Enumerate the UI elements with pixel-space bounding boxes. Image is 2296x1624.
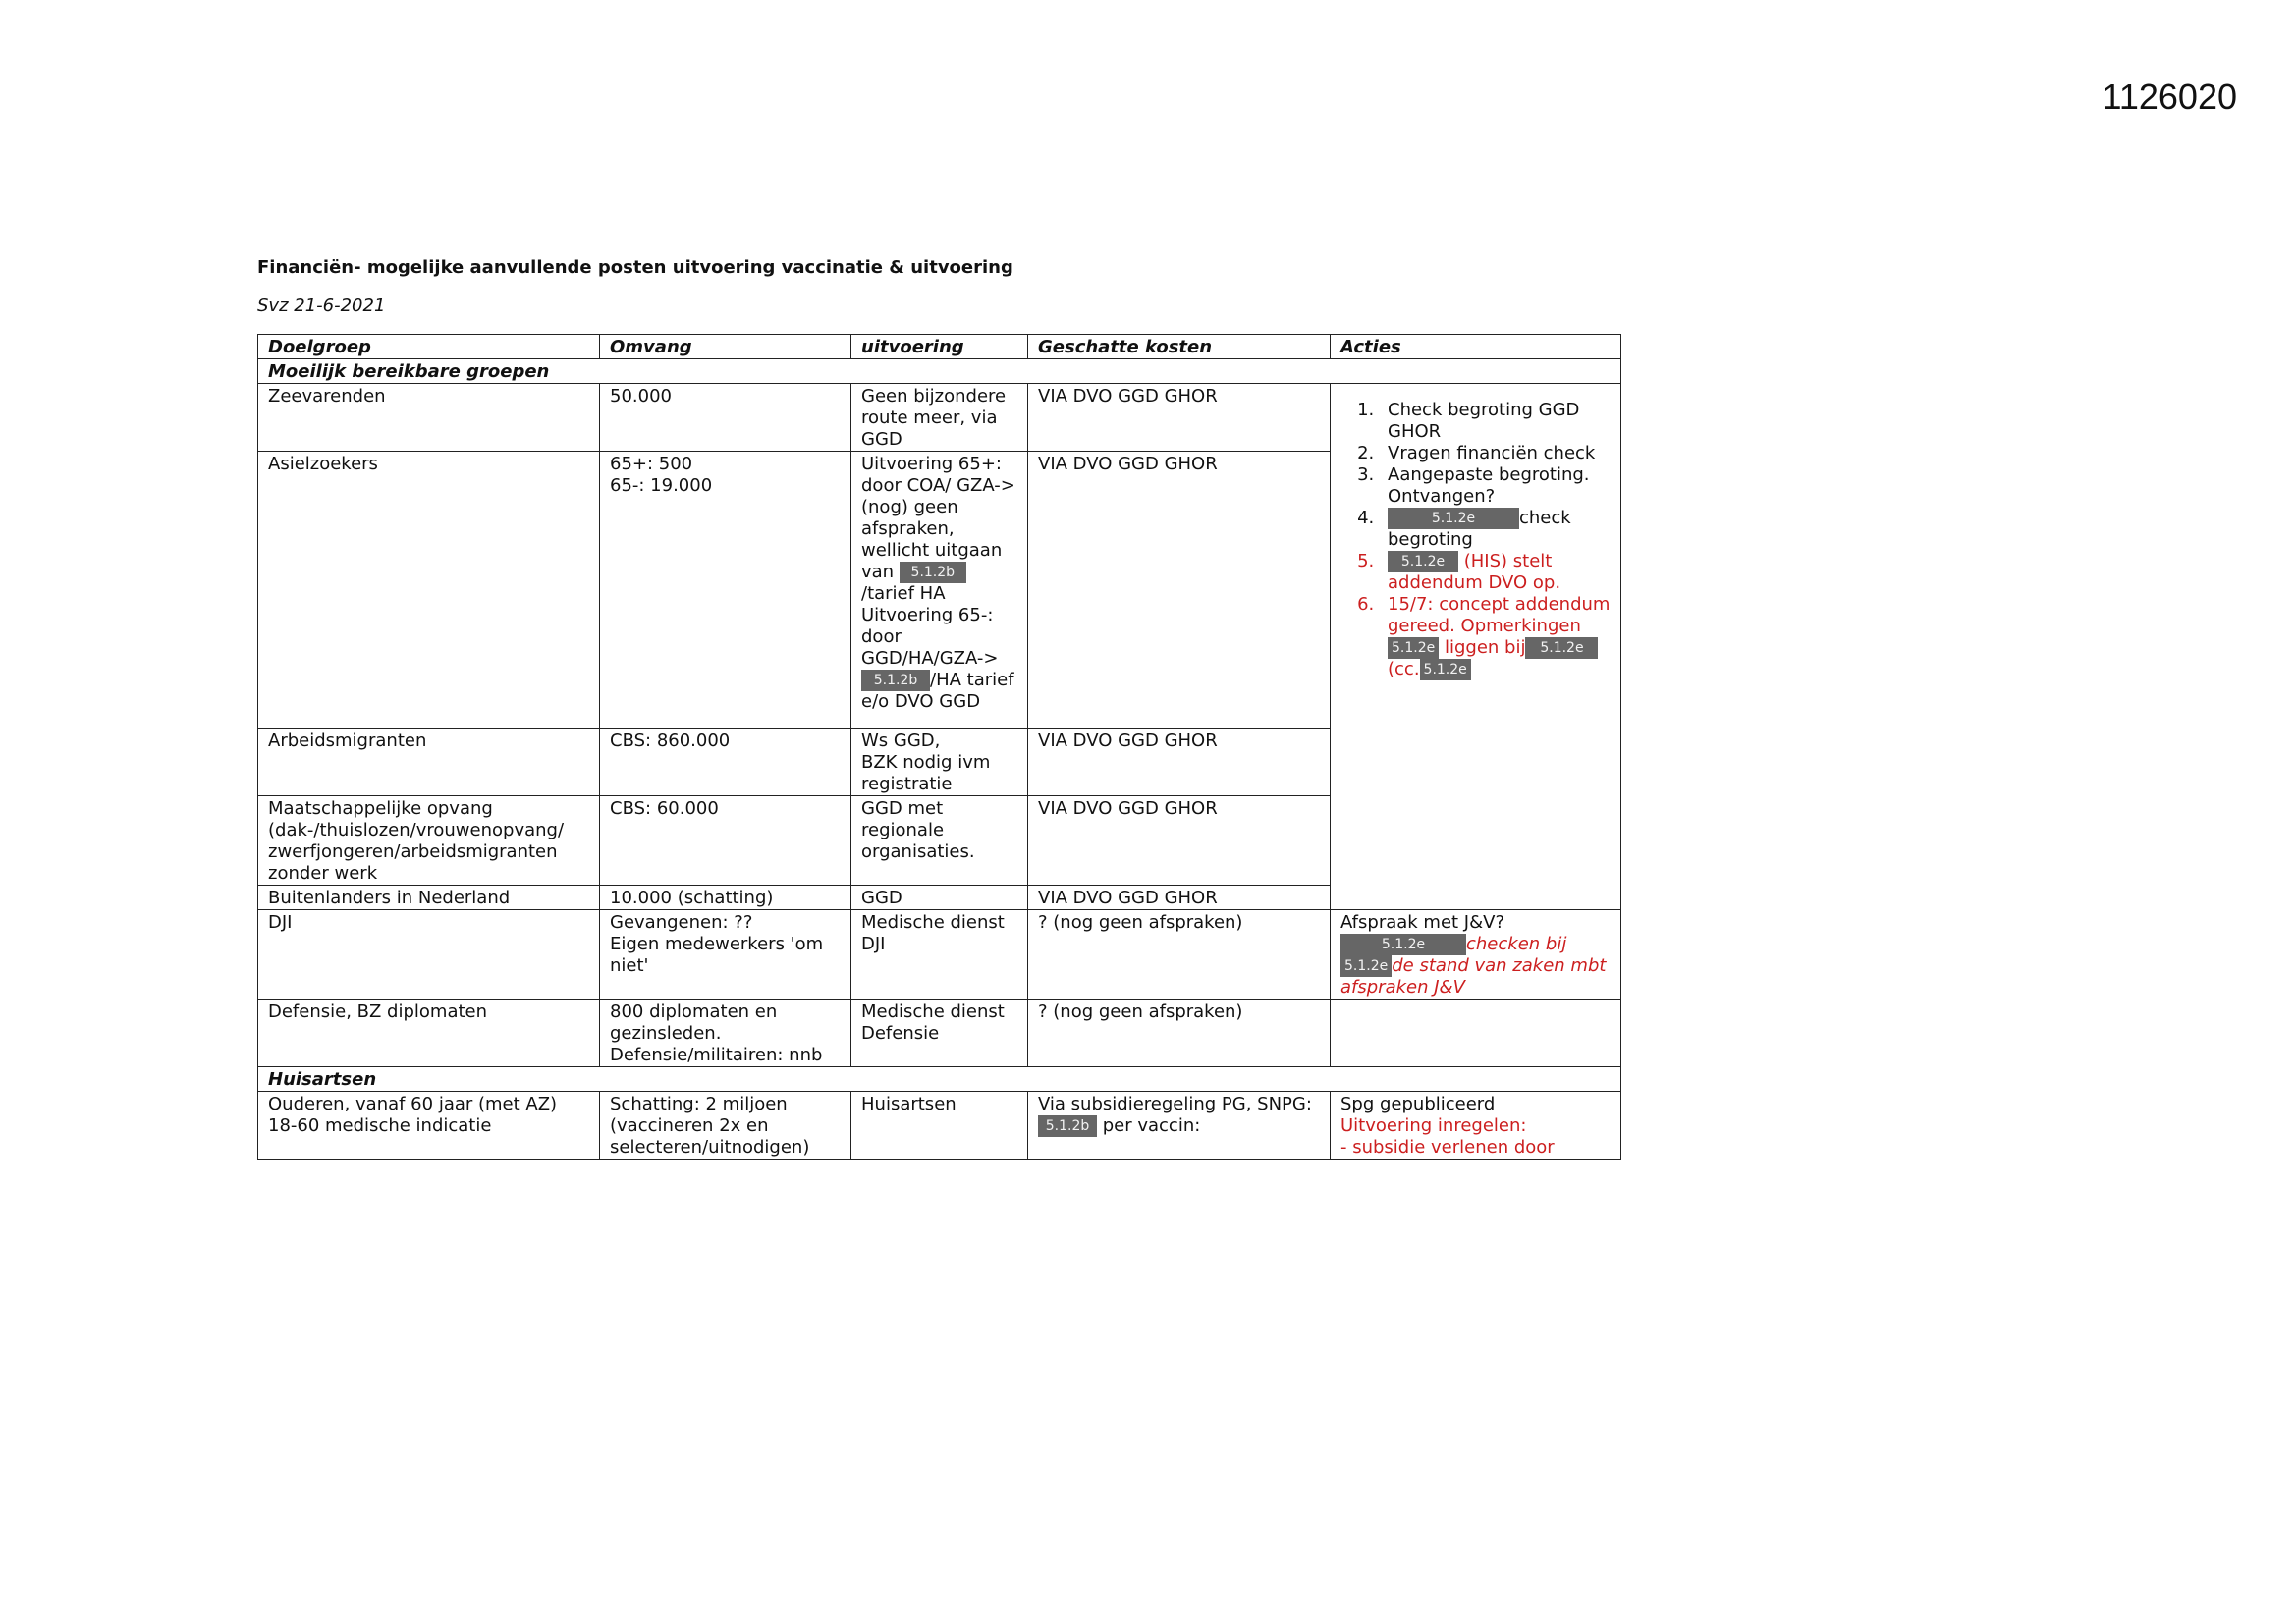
cell-uitvoering: Huisartsen [851,1092,1028,1160]
header-omvang: Omvang [600,335,851,359]
header-kosten: Geschatte kosten [1028,335,1331,359]
action-item [1380,464,1611,508]
document-number: 1126020 [2102,77,2237,117]
action-text: Vragen financiën check [1388,443,1596,463]
cell-kosten: VIA DVO GGD GHOR [1028,886,1331,910]
action-text: Aangepaste begroting. Ontvangen? [1388,464,1590,507]
redaction-box: 5.1.2e [1388,551,1458,572]
cell-omvang: 65+: 500 65-: 19.000 [600,452,851,729]
cell-omvang: Schatting: 2 miljoen (vaccineren 2x en selecteren/uitnodigen) [600,1092,851,1160]
cell-kosten: VIA DVO GGD GHOR [1028,452,1331,729]
cell-omvang: CBS: 860.000 [600,729,851,796]
cell-uitvoering: GGD [851,886,1028,910]
cell-doelgroep: Ouderen, vanaf 60 jaar (met AZ) 18-60 medische indicatie [258,1092,600,1160]
cell-kosten: VIA DVO GGD GHOR [1028,384,1331,452]
section-title: Moeilijk bereikbare groepen [258,359,1621,384]
cell-doelgroep: Zeevarenden [258,384,600,452]
cell-omvang: Gevangenen: ?? Eigen medewerkers 'om niet' [600,910,851,1000]
cell-doelgroep: Asielzoekers [258,452,600,729]
cell-kosten: ? (nog geen afspraken) [1028,910,1331,1000]
document-title: Financiën- mogelijke aanvullende posten uitvoering vaccinatie & uitvoering [257,257,1013,278]
cell-kosten [1028,1092,1331,1160]
action-text: (HIS) stelt addendum DVO op. [1388,551,1561,593]
cell-text: checken bij [1466,934,1567,954]
cell-omvang: 800 diplomaten en gezinsleden. Defensie/militairen: nnb [600,1000,851,1067]
cell-text: de stand van zaken mbt afspraken J&V [1340,955,1607,998]
action-item [1380,400,1611,443]
table-row [258,1092,1621,1160]
cell-doelgroep: Defensie, BZ diplomaten [258,1000,600,1067]
redaction-box: 5.1.2e [1340,934,1466,955]
cell-doelgroep: Maatschappelijke opvang (dak-/thuislozen/vrouwenopvang/ zwerfjongeren/arbeidsmigranten zonder werk [258,796,600,886]
action-text: liggen bij [1439,637,1526,658]
cell-uitvoering: Ws GGD, BZK nodig ivm registratie [851,729,1028,796]
cell-uitvoering: GGD met regionale organisaties. [851,796,1028,886]
table-row [258,384,1621,452]
action-item [1380,551,1611,594]
cell-uitvoering: Medische dienst Defensie [851,1000,1028,1067]
header-acties: Acties [1331,335,1621,359]
cell-doelgroep: Arbeidsmigranten [258,729,600,796]
redaction-box: 5.1.2e [1340,955,1392,977]
cell-doelgroep: DJI [258,910,600,1000]
cell-acties [1331,1000,1621,1067]
finance-table [257,334,1621,1160]
cell-text: Afspraak met J&V? [1340,912,1505,933]
cell-kosten: VIA DVO GGD GHOR [1028,729,1331,796]
cell-uitvoering [851,452,1028,729]
table-row [258,910,1621,1000]
actions-cell [1331,384,1621,910]
cell-text: Via subsidieregeling PG, SNPG: [1038,1094,1312,1114]
section-title: Huisartsen [258,1067,1621,1092]
table-row [258,1000,1621,1067]
cell-text: Uitvoering inregelen: [1340,1115,1527,1136]
cell-text: Spg gepubliceerd [1340,1094,1496,1114]
redaction-box: 5.1.2e [1525,637,1598,659]
cell-text: per vaccin: [1097,1115,1201,1136]
section-row [258,359,1621,384]
cell-doelgroep: Buitenlanders in Nederland [258,886,600,910]
actions-list [1340,400,1611,680]
redaction-box: 5.1.2e [1388,637,1439,659]
cell-omvang: 10.000 (schatting) [600,886,851,910]
action-item [1380,594,1611,680]
cell-text: /tarief HA Uitvoering 65-: door GGD/HA/GZA-> [861,583,999,669]
action-text: 15/7: concept addendum gereed. Opmerkingen [1388,594,1611,636]
redaction-box: 5.1.2b [1038,1115,1097,1137]
cell-text: Uitvoering 65+: door COA/ GZA-> (nog) geen afspraken, wellicht uitgaan van [861,454,1015,582]
redaction-box: 5.1.2b [861,670,930,691]
cell-text: - subsidie verlenen door [1340,1137,1555,1158]
action-text: (cc. [1388,659,1420,679]
action-item [1380,443,1611,464]
action-text: Check begroting GGD GHOR [1388,400,1580,442]
document-date: Svz 21-6-2021 [257,296,386,316]
cell-text: /HA tarief e/o DVO GGD [861,670,1014,712]
cell-omvang: 50.000 [600,384,851,452]
redaction-box: 5.1.2e [1388,508,1519,529]
cell-kosten: ? (nog geen afspraken) [1028,1000,1331,1067]
header-row [258,335,1621,359]
cell-kosten: VIA DVO GGD GHOR [1028,796,1331,886]
action-text: check begroting [1388,508,1571,550]
cell-uitvoering: Geen bijzondere route meer, via GGD [851,384,1028,452]
header-uitvoering: uitvoering [851,335,1028,359]
cell-uitvoering: Medische dienst DJI [851,910,1028,1000]
cell-acties [1331,1092,1621,1160]
action-item [1380,508,1611,551]
redaction-box: 5.1.2b [900,562,966,583]
cell-acties [1331,910,1621,1000]
header-doelgroep: Doelgroep [258,335,600,359]
section-row [258,1067,1621,1092]
cell-omvang: CBS: 60.000 [600,796,851,886]
redaction-box: 5.1.2e [1420,659,1471,680]
